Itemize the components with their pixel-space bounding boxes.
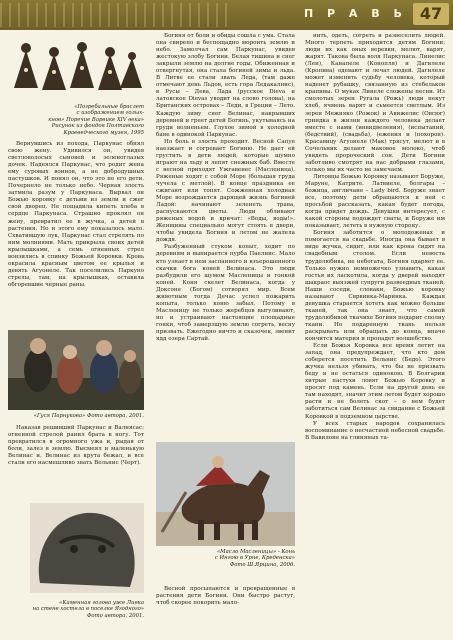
stone-head-photo <box>30 503 144 593</box>
article-text-left: Вернувшись из похода, Паркунас обнял свою жену. Удивился он, увидев светловолосых сыновей и зеленоглазых дочек. Надеялся Паркунас, что родит жена ему суровых воинов, а не добродушных пастушков. И понял он, что это не его дети. Почернело не только небо. Черная злость затмила разум у Паркунаса. Вырвал он Божью коровку с детьми из земли и сжег свой дворец. Не пощадила кипеть хлеба в сердце Паркунаса. Страшно проклял он жену, превратил ее в жучка, а детей в растения. Но и этого ему показалось мало. Схватившую лук, Паркунас стал стрелять по ним молниями. Мать прикрыла своих детей крылышками, а семь огненных стрел вонзились в спинку Божьей Коровки. Кровь окрасила красным цветом ее крылья и девять Агуонеле. Так поселились Паркуно стрелы, там, на крылышках, оставила обгоревшие черные раны. <box>8 141 144 288</box>
kids-caption: «Гуся Парнукова» Фото автора, 2001. <box>33 413 144 419</box>
header-ornament <box>0 3 230 27</box>
maslenitsa-horse-photo <box>156 442 295 546</box>
article-text-right: нить, одеть, согреть и развеселить людей. Много терпеть приходится детям Богини: люди их как оных веревки, мелют, варят, жарят. Такова была воля Паркунаса. Линелис (Лен), Канапеле (Конопля) и Дагилеле (Кропива) одевают и лечат людей. Дагилеле может изменить судьбу человека, который наденет рубашку, связанную из стебельков крапивы. О муках Линеле сложены песни. Из смолотых зерен Ругала (Рожь) люди пекут хлеб, ячмень варят и сьмеется светлым. Из зерен Межияко (Рожок) и Авижелис (Овсюг) гриндка в жизни каждого человека делает вместе с нами (инвидвеления), (испытаний, (бедствий), (свадьба), (ежения и (похорон). Красавицу Агуонеле (Мак) трясут, мелют и в Сочельник делают маковое молоко, чтоб увидеть пророческий сон. Дети Богини заботливо смотрят на нас добрыми глазами, только мы их часто не замечаем. Литовцы Божью Коровку называют Боружe, Маруне, Катрите. Латвиеле, болгары – божица, англичане – Lady bird. Боружe знает все, поэтому дети обращаются к ней с просьбой рассказать, какая будет погода, когда придет дождь. Девушки интересует, с какой стороны подождет сваты, и Боружe им показывает, лететь в нужную сторону. Богиня заботится о молодоженах и помогается на свадьбе. Иногда она бывает в виде жучка, сидит, или как крона сидят на свадебным столом. Если невеста трудолюбива, не небогата, Богиня одаряет ее. Только нужно немножечко узнавить, какая гостья их ласкотила, когда у дверей находят шакраос выязжей супруги развеедных тканей. Наши соседи, словаки, Божью коровку называют Сврвинка-Маринка. Каждая девушка старается хотеть как можно больше тканей, так она знает, что самой трудолюбивой ткачихе Богиня подарит сполну ткани. Но подаренную ткань нельзя раскрывать или обращать до конца, иначе кончится материя и пропадет волшебство. Если Божья Коровка все время летит на запад, она предупреждает, что кто дом соберется посетить Вельнис (Бедо). Этого жучка нельзя убивать, что бы не призвать беду и не остаться одинокою. В Болгарии хитрые пастухи ловят Божью Коровку и просят под камень. Если на другой день ее там находят, значит этим летом будет хорошо расти и не болеть скот – о нем будет заботиться сам Велинас за свидание с Божьей Коровкой в подземном царстве. У всех старых народов сохранилась воспоминание о несчастной небесной свадьбе. В Вавилоне на глиняных та- <box>305 33 445 441</box>
section-title: П Р А В Ь <box>304 7 407 20</box>
maslenitsa-caption: «Масло Масленицы» - Конь с Ингою в Урне, Креденска» Фото Ш.Ярцина, 2006. <box>214 549 295 568</box>
kids-photo <box>8 330 144 410</box>
article-text-middle: Богиня от боли и обиды сошла с ума. Стала она свирепо и беспощадно мороить землю и небо. Замолчал сам Паркунас, увидев жестокую злобу Богини. Белая тишина и снег закрыли землю на долгие годы. Обиженная и отвергнутая, она стала богиней зимы и льда. В Литве ее стали звать Леда, (там даже отмечают день Льдов, есть гора Ледакалнис), в Русы – Дева, Ладa (русское Dieva и латовское Dievas уводит на слово голова), на Британских островах – Леди, в Греции – Лето. Каждую зиму снег Велинас, накрывших деревней и греет детей Богинь, укутываясь на груди волненьем. Глухое зимой в холодной бане в одинокой Паркунас. Но боль в злость проходит. Весной Сапуе наезжает и согревает Богиню. Не дает ей грустить в дети людей, которые шумно играют на льду и лепят снежных баб. Вместе с весной приходят Ужгавенес (Масленица). Ряженые ходят с собой Море (большая груда чучела с метлой). В конце праздника ее сжигают или топят. Сожженная холодная Море возрождается дарящей жизнь богиней Ладой: начинают зеленеть трава, распускаются цветы. Люди обливают ряженых водой и кричат: «Воды, воды!». Женщины специально могут стоять в двери, чтобы увидела Богиня и летом не жалела дождя. Разбуженный стуком копыт, ходит по деревням и выпирается пурба Паелнис. Мало кто узнает в нем заспанного и взъерошенного скачки бога коней Велинаса. Это люди разбудили его шумом Масленицы и гонкой коней. Коня скелет Велинаса, когда у Доксонe (Богом) сотворял мир. Всем животным тогда Дечас успел пожарить копыта, только коню забыл. Потому в Масленицу не только жеребцов выгуливают, но и устраивают настоящие площадные гонки, чтоб замерзшую землю согреть, весну призвать. Ежегодно ничто и сказочек, звенит ядд озера Сартай. <box>156 33 295 343</box>
page-number: 47 <box>413 3 449 25</box>
dolls-caption: «Погребальные браслет с изображением голых- кнов» Поречие Варвике XIV века» Рисунок из фондов Полтавского Краеведческого музея, 1995 <box>48 104 144 136</box>
stone-caption: «Каменная голова уже Ливка на стене хостела в поселке Ягодного» Фото автора, 2001. <box>32 600 144 619</box>
article-text-middle-2: Весной просыпаются и превращенные в растения дети Богини. Они быстро растут, чтоб скорее покорить мало- <box>156 586 295 607</box>
dolls-photo <box>8 38 144 100</box>
page-header <box>0 0 453 30</box>
article-text-left-2: Наказав решивший Паркунас и Валнясас: огненной стрелой ранил братa в ногу. Тот превратился в огромного ужа и, рыдая от боли, залез в землю. Высмеял и маленькую Велинас и. Велинас из крута бежал, и все стали его насмешливо звать Вельнис (Черт). <box>8 425 144 467</box>
